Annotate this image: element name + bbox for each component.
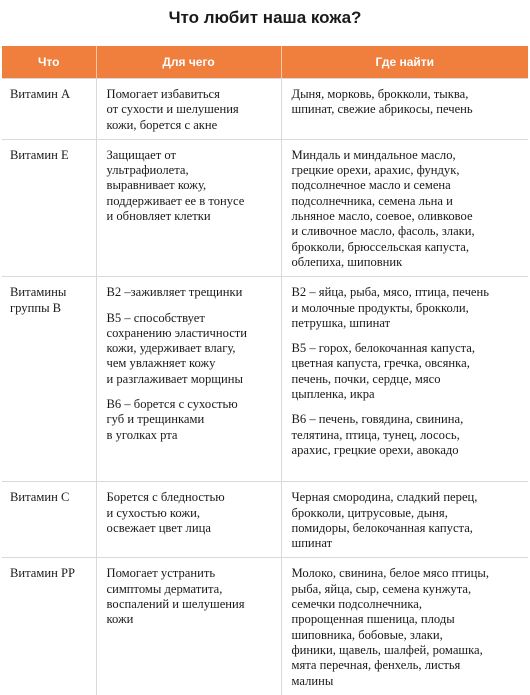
cell-sources-line: цыпленка, икра: [291, 387, 375, 402]
cell-purpose-line: В6 – борется с сухостью: [106, 397, 238, 412]
vitamins-table: [2, 46, 528, 695]
cell-purpose-line: выравнивает кожу,: [106, 178, 207, 193]
cell-what: [2, 139, 96, 276]
cell-sources-line: финики, щавель, шалфей, ромашка,: [291, 642, 483, 657]
cell-what-line: Витамин Е: [10, 147, 69, 162]
cell-sources-line: подсолнечное масло и семена: [291, 178, 451, 193]
cell-sources-line: цветная капуста, гречка, овсянка,: [291, 356, 470, 371]
cell-sources-line: семечки подсолнечника,: [291, 597, 422, 612]
cell-purpose-paragraph: [107, 148, 275, 224]
cell-what-line: Витамин С: [10, 490, 70, 505]
cell-what: [2, 482, 96, 558]
cell-sources-paragraph: [292, 285, 523, 331]
cell-sources-line: В6 – печень, говядина, свинина,: [291, 412, 464, 427]
cell-sources-paragraph: [292, 148, 523, 270]
cell-purpose-line: кожи, борется с акне: [106, 117, 218, 132]
cell-purpose-line: В5 – способствует: [106, 310, 205, 325]
cell-sources-line: и сливочное масло, фасоль, злаки,: [291, 224, 475, 239]
cell-purpose-line: поддерживает ее в тонусе: [106, 193, 245, 208]
cell-what: [2, 277, 96, 482]
cell-purpose-line: воспалений и шелушения: [106, 597, 245, 612]
cell-sources-paragraph: [292, 412, 523, 458]
cell-sources: [281, 79, 528, 140]
cell-purpose-line: Помогает устранить: [106, 566, 216, 581]
cell-purpose-paragraph: [107, 285, 275, 300]
cell-sources-line: облепиха, шиповник: [291, 254, 403, 269]
cell-sources-line: шиповника, бобовые, злаки,: [291, 627, 443, 642]
cell-purpose-line: губ и трещинками: [106, 412, 205, 427]
cell-purpose-line: в уголках рта: [106, 427, 178, 442]
cell-purpose: [96, 277, 281, 482]
cell-purpose-line: ультрафиолета,: [106, 163, 189, 178]
cell-purpose: [96, 558, 281, 695]
cell-sources-line: Дыня, морковь, брокколи, тыква,: [291, 87, 469, 101]
cell-purpose-paragraph: [107, 566, 275, 627]
cell-sources-line: В2 – яйца, рыба, мясо, птица, печень: [291, 285, 489, 300]
cell-purpose-line: кожи, удерживает влагу,: [106, 341, 236, 356]
cell-purpose-paragraph: [107, 311, 275, 387]
cell-sources-line: помидоры, белокочанная капуста,: [291, 520, 473, 535]
cell-sources-line: Черная смородина, сладкий перец,: [291, 490, 478, 505]
cell-sources-line: малины: [291, 673, 334, 688]
table-body: [2, 79, 528, 695]
cell-purpose-line: симптомы дерматита,: [106, 581, 223, 596]
cell-what-line: группы В: [10, 300, 62, 315]
cell-sources-line: и молочные продукты, брокколи,: [291, 300, 469, 315]
cell-sources-line: брокколи, брюссельская капуста,: [291, 239, 470, 254]
cell-purpose-line: Борется с бледностью: [106, 490, 225, 505]
cell-sources-line: телятина, птица, тунец, лосось,: [291, 427, 460, 442]
cell-purpose-line: от сухости и шелушения: [106, 102, 239, 117]
cell-sources-paragraph: [292, 87, 523, 118]
cell-purpose-paragraph: [107, 87, 275, 133]
cell-sources-line: подсолнечника, семена льна и: [291, 193, 453, 208]
cell-sources-line: печень, почки, сердце, мясо: [291, 371, 441, 386]
cell-purpose-line: и сухостью кожи,: [106, 505, 200, 520]
table-header-row: [2, 46, 528, 79]
cell-sources-line: шпинат, свежие абрикосы, печень: [291, 102, 473, 117]
cell-sources-line: льняное масло, соевое, оливковое: [291, 209, 473, 224]
cell-sources-line: мята перечная, фенхель, листья: [291, 658, 461, 673]
table-row-vitamin-pp: [2, 558, 528, 695]
cell-sources-paragraph: [292, 341, 523, 402]
cell-sources-line: В5 – горох, белокочанная капуста,: [291, 341, 475, 356]
cell-what: [2, 79, 96, 140]
cell-sources: [281, 558, 528, 695]
cell-sources-line: арахис, грецкие орехи, авокадо: [291, 442, 459, 457]
cell-sources-line: петрушка, шпинат: [291, 315, 391, 330]
cell-what-line: Витамин РР: [10, 566, 75, 581]
cell-sources: [281, 277, 528, 482]
cell-purpose-line: В2 –заживляет трещинки: [106, 285, 243, 300]
table-row-vitamin-e: [2, 139, 528, 276]
cell-purpose-paragraph: [107, 397, 275, 443]
cell-sources-line: Миндаль и миндальное масло,: [291, 147, 456, 162]
cell-sources-paragraph: [292, 566, 523, 688]
header-purpose: Для чего: [96, 46, 281, 79]
cell-purpose-line: кожи: [106, 612, 134, 627]
cell-what-line: Витамины: [10, 285, 67, 300]
cell-sources-line: рыба, яйца, сыр, семена кунжута,: [291, 581, 472, 596]
cell-purpose-line: и разглаживает морщины: [106, 371, 243, 386]
page-title: Что любит наша кожа?: [168, 8, 362, 27]
cell-purpose: [96, 79, 281, 140]
cell-purpose-line: Защищает от: [106, 147, 176, 162]
table-row-vitamin-c: [2, 482, 528, 558]
cell-purpose: [96, 482, 281, 558]
cell-purpose-line: и обновляет клетки: [106, 209, 211, 224]
cell-sources-line: шпинат: [291, 536, 333, 551]
table-row-vitamin-a: [2, 79, 528, 140]
cell-what-line: Витамин А: [10, 87, 71, 101]
cell-what: [2, 558, 96, 695]
cell-purpose: [96, 139, 281, 276]
cell-purpose-line: освежает цвет лица: [106, 520, 211, 535]
cell-purpose-paragraph: [107, 490, 275, 536]
cell-sources-paragraph: [292, 490, 523, 551]
cell-purpose-line: Помогает избавиться: [106, 87, 220, 101]
header-what: Что: [2, 46, 96, 79]
cell-sources-line: пророщенная пшеница, плоды: [291, 612, 455, 627]
cell-sources-line: брокколи, цитрусовые, дыня,: [291, 505, 448, 520]
cell-sources-line: грецкие орехи, арахис, фундук,: [291, 163, 460, 178]
cell-sources: [281, 139, 528, 276]
cell-sources-line: Молоко, свинина, белое мясо птицы,: [291, 566, 489, 581]
cell-sources: [281, 482, 528, 558]
cell-purpose-line: чем увлажняет кожу: [106, 356, 216, 371]
header-sources: Где найти: [281, 46, 528, 79]
cell-purpose-line: сохранению эластичности: [106, 325, 248, 340]
table-row-vitamins-b: [2, 277, 528, 482]
